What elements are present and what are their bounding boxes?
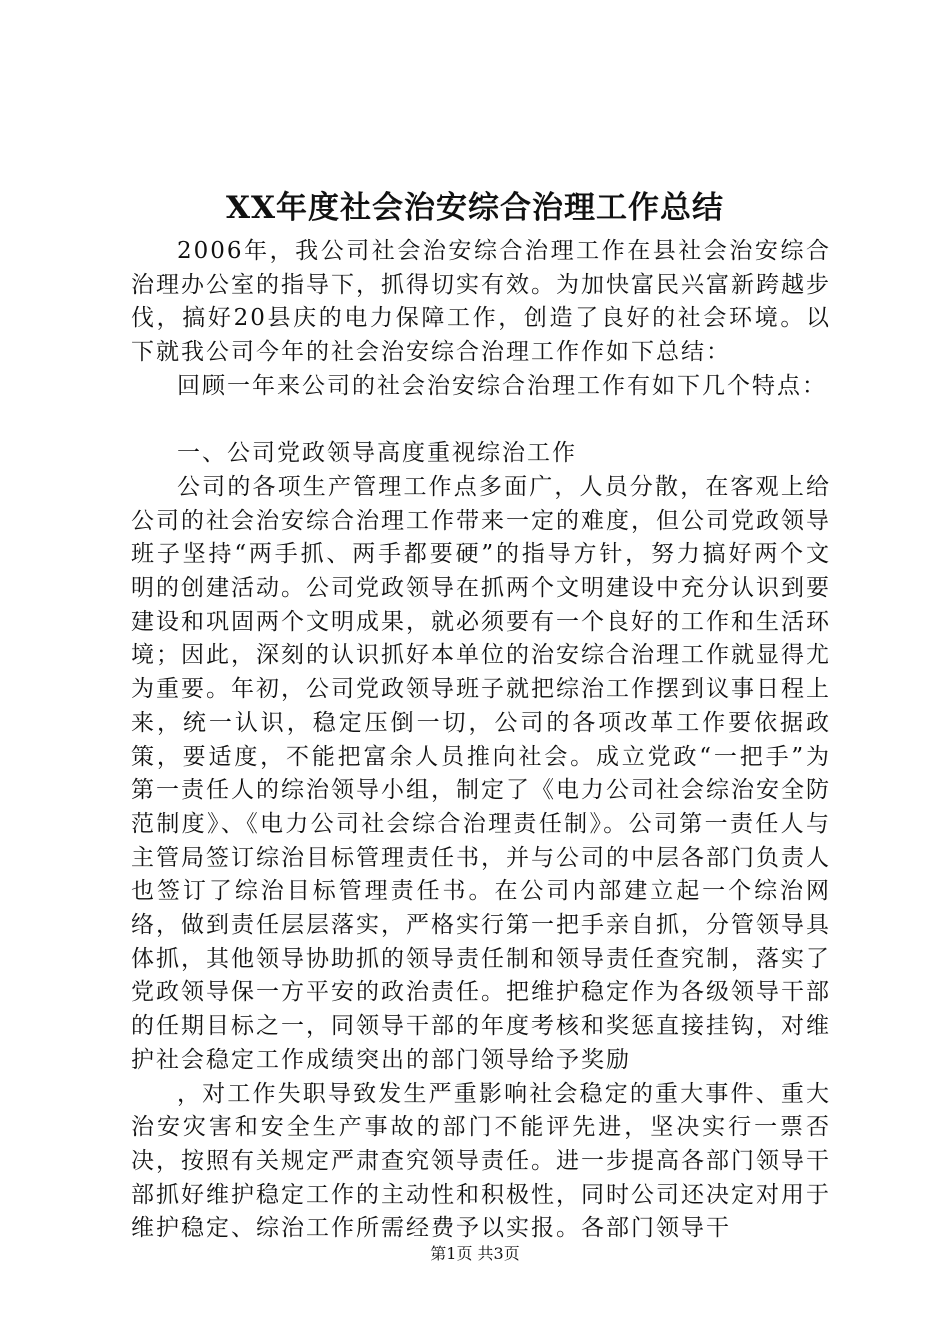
section-paragraph: 公司的各项生产管理工作点多面广，人员分散，在客观上给公司的社会治安综合治理工作带来一定的难度，但公司党政领导班子坚持“两手抓、两手都要硬”的指导方针，努力搞好两个文明的创建活动。公司党政领导在抓两个文明建设中充分认识到要建设和巩固两个文明成果，就必须要有一个良好的工作和生活环境；因此，深刻的认识抓好本单位的治安综合治理工作就显得尤为重要。年初，公司党政领导班子就把综治工作摆到议事日程上来，统一认识，稳定压倒一切，公司的各项改革工作要依据政策，要适度，不能把富余人员推向社会。成立党政“一把手”为第一责任人的综治领导小组，制定了《电力公司社会综治安全防范制度》、《电力公司社会综合治理责任制》。公司第一责任人与主管局签订综治目标管理责任书，并与公司的中层各部门负责人也签订了综治目标管理责任书。在公司内部建立起一个综治网络，做到责任层层落实，严格实行第一把手亲自抓，分管领导具体抓，其他领导协助抓的领导责任制和领导责任查究制，落实了党政领导保一方平安的政治责任。把维护稳定作为各级领导干部的任期目标之一，同领导干部的年度考核和奖惩直接挂钩，对维护社会稳定工作成绩突出的部门领导给予奖励 [131,473,831,1073]
continuation-paragraph: ，对工作失职导致发生严重影响社会稳定的重大事件、重大治安灾害和安全生产事故的部门不能评先进，坚决实行一票否决，按照有关规定严肃查究领导责任。进一步提高各部门领导干部抓好维护稳定工作的主动性和积极性，同时公司还决定对用于维护稳定、综治工作所需经费予以实报。各部门领导干 [131,1080,831,1242]
paragraph-gap [131,404,831,438]
page-footer: 第1页 共3页 [430,1244,520,1263]
intro-paragraph: 2006年，我公司社会治安综合治理工作在县社会治安综合治理办公室的指导下，抓得切实有效。为加快富民兴富新跨越步伐，搞好20县庆的电力保障工作，创造了良好的社会环境。以下就我公司今年的社会治安综合治理工作作如下总结： [131,238,831,366]
document-body [131,235,831,1246]
features-intro-paragraph: 回顾一年来公司的社会治安综合治理工作有如下几个特点： [177,372,827,399]
document-title: XX年度社会治安综合治理工作总结 [225,190,725,226]
section-heading: 一、公司党政领导高度重视综治工作 [177,440,577,467]
